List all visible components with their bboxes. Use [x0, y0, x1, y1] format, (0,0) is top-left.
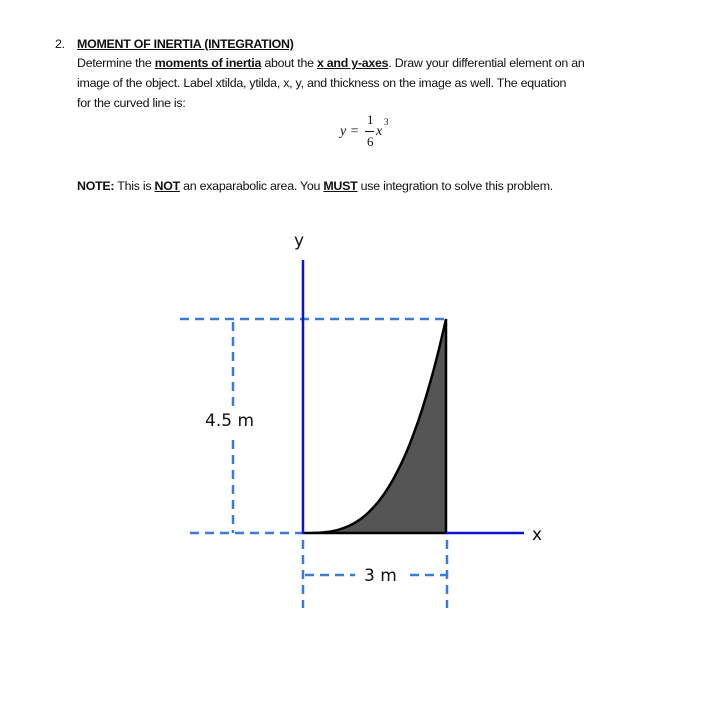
instruction-line-1: Determine the moments of inertia about the x and y-axes. Draw your differential element on an [77, 56, 585, 70]
problem-number: 2. [55, 37, 65, 51]
note-text: NOTE: This is NOT an exaparabolic area. You MUST use integration to solve this problem. [77, 179, 553, 193]
shaded-area [303, 319, 446, 533]
height-label: 4.5 m [205, 411, 254, 431]
instruction-line-2: image of the object. Label xtilda, ytilda, x, y, and thickness on the image as well. The equation [77, 76, 567, 90]
x-axis-label: x [532, 525, 543, 545]
width-label: 3 m [364, 566, 397, 586]
problem-title: MOMENT OF INERTIA (INTEGRATION) [77, 37, 294, 51]
y-axis-label: y [294, 231, 305, 251]
instruction-line-3: for the curved line is: [77, 96, 186, 110]
